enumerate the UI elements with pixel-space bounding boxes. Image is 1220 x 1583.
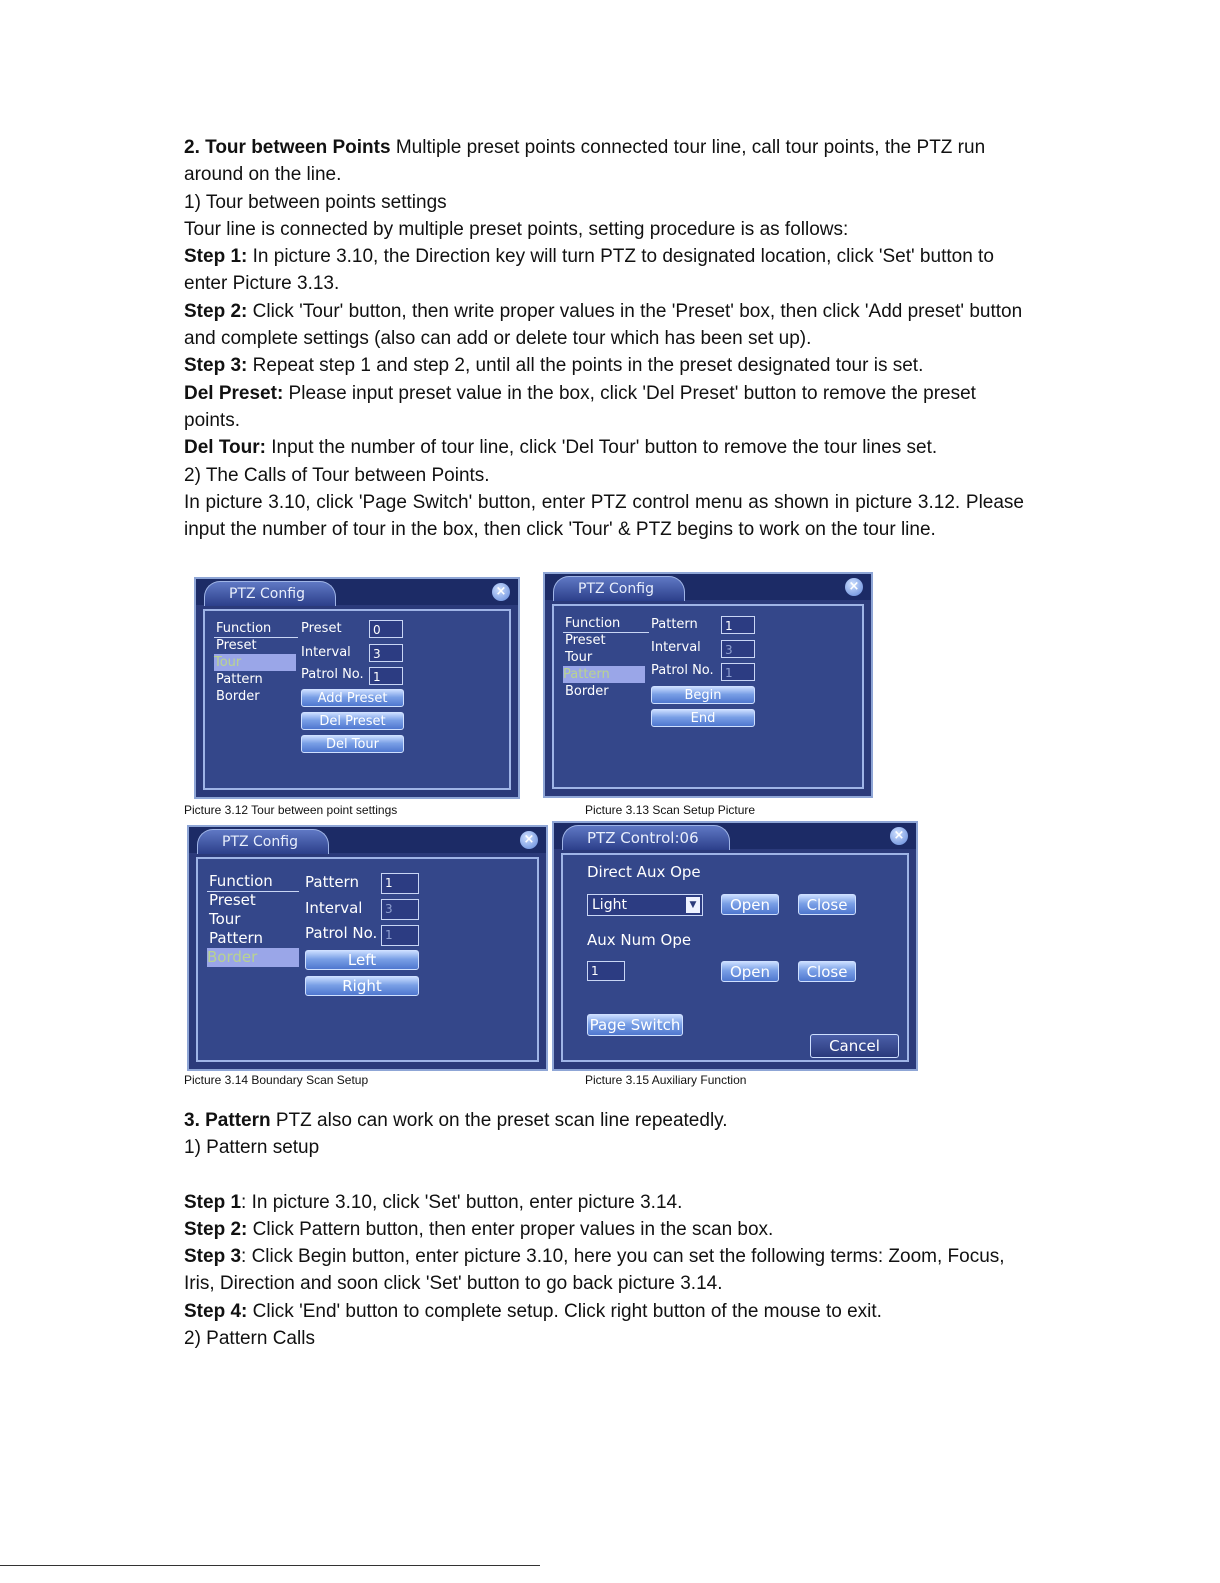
direct-aux-label: Direct Aux Ope: [587, 863, 701, 881]
dialog-title: PTZ Config: [204, 581, 336, 606]
del-preset-button[interactable]: Del Preset: [301, 712, 404, 730]
menu-item-border[interactable]: Border: [565, 684, 609, 699]
page-switch-button[interactable]: Page Switch: [587, 1014, 683, 1036]
patrol-label: Patrol No.: [301, 667, 364, 682]
menu-item-preset[interactable]: Preset: [209, 891, 256, 909]
patrol-input[interactable]: 1: [381, 925, 419, 946]
caption-3-14: Picture 3.14 Boundary Scan Setup: [184, 1073, 369, 1087]
caption-3-12: Picture 3.12 Tour between point settings: [184, 803, 398, 817]
step1-label: Step 1:: [184, 246, 248, 268]
ptz-control-dialog: [552, 821, 918, 1071]
patrol-input[interactable]: 1: [721, 663, 755, 681]
section2-intro: [184, 134, 1024, 189]
end-button[interactable]: End: [651, 709, 755, 727]
step3-paragraph: [184, 352, 1024, 379]
pattern-step4-text: Click 'End' button to complete setup. Click right button of the mouse to exit.: [247, 1300, 882, 1322]
pattern-label: Pattern: [651, 617, 698, 632]
menu-item-pattern[interactable]: Pattern: [216, 672, 263, 687]
pattern-input[interactable]: 1: [721, 616, 755, 634]
menu-item-tour[interactable]: Tour: [209, 910, 241, 928]
section2-sub1: 1) Tour between points settings: [184, 191, 447, 213]
section2-heading: 2. Tour between Points: [184, 137, 391, 158]
begin-button[interactable]: Begin: [651, 686, 755, 704]
menu-item-tour[interactable]: Tour: [565, 650, 593, 665]
del-preset-paragraph: [184, 380, 1024, 435]
menu-item-function[interactable]: Function: [209, 872, 273, 890]
close-button-direct[interactable]: Close: [798, 894, 856, 915]
close-icon[interactable]: ×: [845, 578, 863, 596]
dialog-title: PTZ Control:06: [562, 825, 730, 850]
pattern-step1-text: : In picture 3.10, click 'Set' button, enter picture 3.14.: [241, 1191, 683, 1213]
menu-item-tour-selected[interactable]: Tour: [214, 654, 296, 671]
cancel-button[interactable]: Cancel: [810, 1034, 899, 1058]
open-button-direct[interactable]: Open: [721, 894, 779, 915]
section2-line1: Tour line is connected by multiple preset points, setting procedure is as follows:: [184, 218, 849, 240]
del-preset-text: Please input preset value in the box, click 'Del Preset' button to remove the preset points.: [184, 382, 976, 431]
aux-select[interactable]: [587, 894, 703, 916]
step2-paragraph: [184, 298, 1024, 353]
preset-input[interactable]: 0: [369, 620, 403, 638]
pattern-step4: [184, 1298, 1024, 1325]
pattern-step2-label: Step 2:: [184, 1218, 248, 1240]
pattern-step2-text: Click Pattern button, then enter proper values in the scan box.: [247, 1218, 774, 1240]
left-button[interactable]: Left: [305, 950, 419, 970]
dialog-title: PTZ Config: [197, 829, 329, 854]
ptz-config-dialog-pattern: [543, 572, 873, 798]
pattern-step3: [184, 1243, 1024, 1298]
chevron-down-icon[interactable]: ▼: [686, 897, 700, 913]
interval-input[interactable]: 3: [721, 640, 755, 658]
interval-label: Interval: [651, 640, 701, 655]
section2-sub2: 2) The Calls of Tour between Points.: [184, 464, 490, 486]
dialog-title: PTZ Config: [553, 576, 685, 601]
menu-item-preset[interactable]: Preset: [216, 638, 257, 653]
patrol-label: Patrol No.: [305, 924, 378, 942]
del-tour-label: Del Tour:: [184, 437, 266, 459]
section3-sub1: 1) Pattern setup: [184, 1137, 320, 1159]
preset-label: Preset: [301, 621, 342, 636]
close-icon[interactable]: ×: [520, 831, 538, 849]
spacer: [184, 1162, 1024, 1189]
section3-sub2: 2) Pattern Calls: [184, 1328, 315, 1350]
section2-intro-text: Multiple preset points connected tour line, call tour points, the PTZ run around on the line.: [184, 137, 986, 186]
caption-3-15: Picture 3.15 Auxiliary Function: [585, 1073, 747, 1087]
patrol-label: Patrol No.: [651, 663, 714, 678]
caption-3-13: Picture 3.13 Scan Setup Picture: [585, 803, 756, 817]
close-button-num[interactable]: Close: [798, 961, 856, 982]
step1-text: In picture 3.10, the Direction key will turn PTZ to designated location, click 'Set' button to enter Picture 3.13.: [184, 246, 994, 295]
section3-intro: [184, 1107, 1024, 1134]
step2-text: Click 'Tour' button, then write proper values in the 'Preset' box, then click 'Add preset' button and complete settings (also can add or delete tour which has been set up).: [184, 300, 1023, 350]
pattern-step1-label: Step 1: [184, 1191, 242, 1213]
interval-label: Interval: [301, 645, 351, 660]
section3-heading: 3. Pattern: [184, 1110, 271, 1131]
section-pattern: [184, 1107, 1024, 1352]
del-tour-button[interactable]: Del Tour: [301, 735, 404, 753]
menu-item-pattern-selected[interactable]: Pattern: [563, 666, 645, 683]
pattern-step1: [184, 1189, 1024, 1216]
menu-item-function[interactable]: Function: [565, 616, 621, 631]
footer-rule: [0, 1565, 540, 1566]
calls-paragraph: In picture 3.10, click 'Page Switch' button, enter PTZ control menu as shown in picture 3.12. Please input the number of tour in the box, then click 'Tour' & PTZ begins to work on the tour line.: [184, 491, 1024, 541]
step3-label: Step 3:: [184, 355, 248, 377]
section3-intro-text: PTZ also can work on the preset scan line repeatedly.: [270, 1110, 728, 1131]
pattern-step3-label: Step 3: [184, 1246, 242, 1268]
section-tour-between-points: [184, 134, 1024, 543]
pattern-step4-label: Step 4:: [184, 1300, 248, 1322]
close-icon[interactable]: ×: [492, 583, 510, 601]
pattern-step2: [184, 1216, 1024, 1243]
del-tour-paragraph: [184, 434, 1024, 461]
step2-label: Step 2:: [184, 300, 248, 322]
aux-select-value: Light: [592, 897, 627, 913]
menu-item-border[interactable]: Border: [216, 689, 260, 704]
close-icon[interactable]: ×: [890, 827, 908, 845]
pattern-step3-text: : Click Begin button, enter picture 3.10, here you can set the following terms: Zoom, Focus, Iris, Direction and soon click 'Set' button to go back picture 3.14.: [184, 1246, 1005, 1295]
menu-item-function[interactable]: Function: [216, 621, 272, 636]
menu-item-border-selected[interactable]: Border: [207, 948, 299, 967]
menu-item-pattern[interactable]: Pattern: [209, 929, 263, 947]
menu-item-preset[interactable]: Preset: [565, 633, 606, 648]
interval-input[interactable]: 3: [369, 644, 403, 662]
del-preset-label: Del Preset:: [184, 382, 284, 404]
patrol-input[interactable]: 1: [369, 667, 403, 685]
step3-text: Repeat step 1 and step 2, until all the points in the preset designated tour is set.: [247, 355, 924, 377]
pattern-input[interactable]: 1: [381, 873, 419, 894]
del-tour-text: Input the number of tour line, click 'Del Tour' button to remove the tour lines set.: [265, 437, 938, 459]
ptz-config-dialog-border: [187, 825, 548, 1071]
interval-input[interactable]: 3: [381, 899, 419, 920]
interval-label: Interval: [305, 899, 363, 917]
step1-paragraph: [184, 243, 1024, 298]
open-button-num[interactable]: Open: [721, 961, 779, 982]
aux-num-input[interactable]: 1: [587, 961, 625, 981]
add-preset-button[interactable]: Add Preset: [301, 689, 404, 707]
right-button[interactable]: Right: [305, 976, 419, 996]
pattern-label: Pattern: [305, 873, 359, 891]
ptz-config-dialog-tour: [194, 577, 520, 799]
aux-num-label: Aux Num Ope: [587, 931, 692, 949]
